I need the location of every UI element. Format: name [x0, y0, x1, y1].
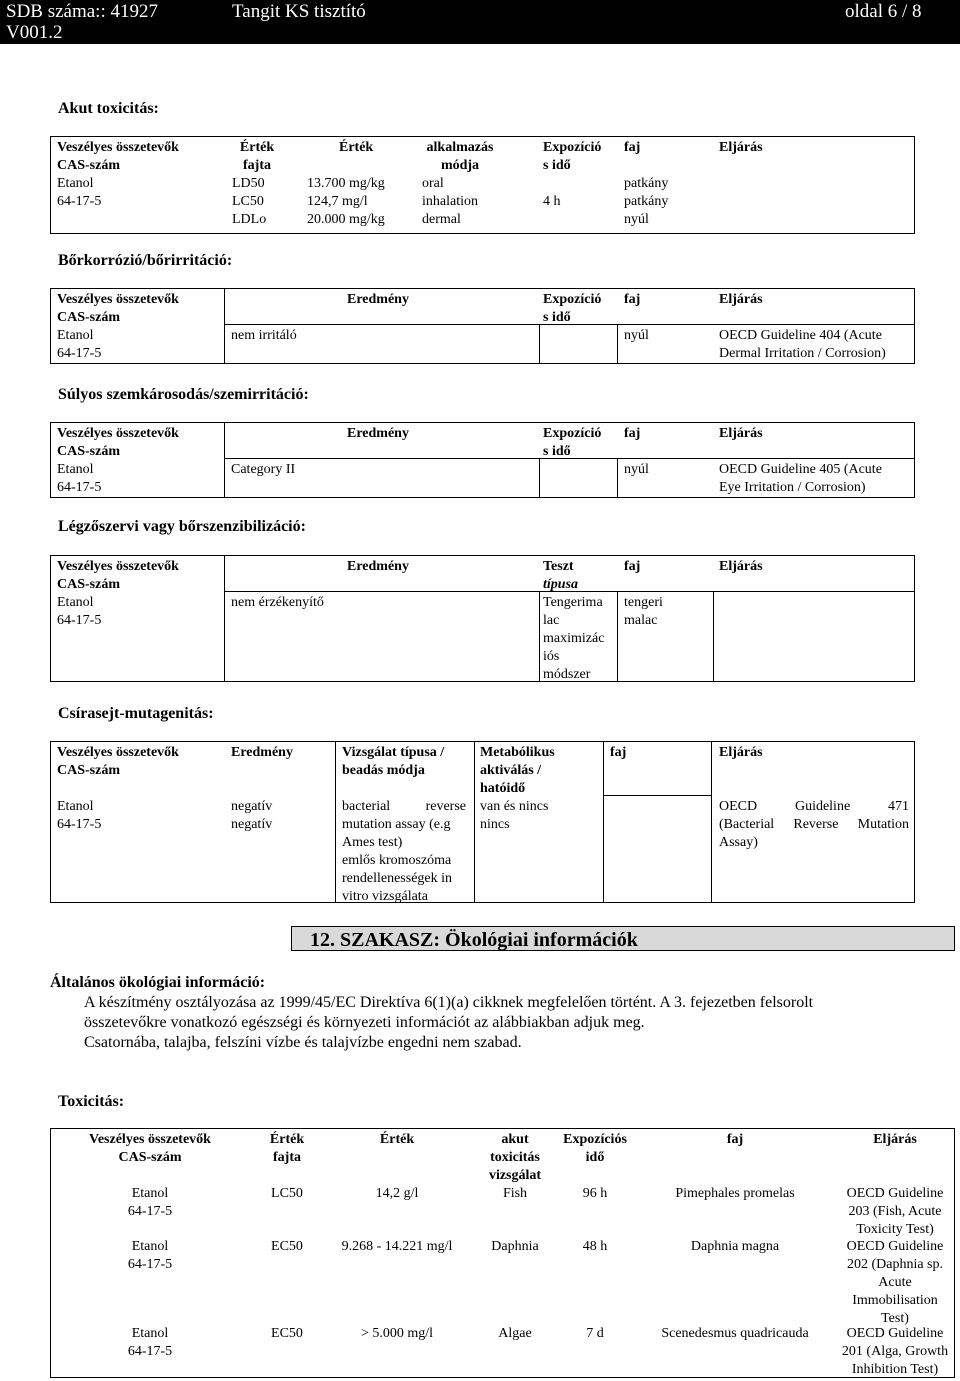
header-test-type: Teszt — [543, 559, 574, 574]
component-name: Etanol — [57, 176, 94, 191]
value-type: LC50 — [232, 194, 264, 209]
header-component: Veszélyes összetevők — [57, 140, 179, 155]
component-name: Etanol — [57, 328, 94, 343]
value: 20.000 mg/kg — [307, 212, 385, 227]
exposure-time: 7 d — [586, 1326, 604, 1341]
test-type: bacterial — [342, 799, 391, 814]
header-method: Eljárás — [719, 292, 763, 307]
header-cas: CAS-szám — [57, 763, 120, 778]
method: OECD Guideline 404 (Acute — [719, 328, 882, 343]
header-value: Érték — [339, 140, 374, 155]
species: Pimephales promelas — [675, 1186, 795, 1201]
header-component: Veszélyes összetevők — [57, 745, 179, 760]
metabolic-activation: van és nincs — [480, 799, 549, 814]
table-row — [55, 1185, 245, 1221]
acute-test: Fish — [502, 1186, 528, 1201]
header-species: faj — [624, 426, 641, 441]
sds-number: SDB száma:: 41927 — [6, 1, 158, 22]
value-type: EC50 — [271, 1239, 303, 1254]
header-method: Eljárás — [719, 745, 763, 760]
cas-number: 64-17-5 — [57, 480, 102, 495]
cas-number: 64-17-5 — [127, 1204, 173, 1219]
header-species: faj — [624, 292, 641, 307]
header-route: alkalmazás — [426, 140, 494, 155]
version: V001.2 — [6, 22, 63, 43]
value-type: EC50 — [271, 1326, 303, 1341]
eye-damage-heading: Súlyos szemkárosodás/szemirritáció: — [58, 386, 309, 403]
header-exposure: Expozíció — [543, 426, 602, 441]
result: Category II — [231, 462, 296, 477]
header-component: Veszélyes összetevők — [57, 559, 179, 574]
header-exposure: Expozíció — [543, 140, 602, 155]
header-result: Eredmény — [347, 559, 409, 574]
metabolic-activation: nincs — [480, 817, 510, 832]
skin-corrosion-heading: Bőrkorrózió/bőrirritáció: — [58, 252, 233, 269]
section-12-banner — [291, 926, 955, 951]
method: OECD Guideline — [846, 1186, 944, 1201]
species: patkány — [624, 194, 669, 209]
header-value-type: Érték — [239, 140, 275, 155]
value: 124,7 mg/l — [307, 194, 368, 209]
header-component: Veszélyes összetevők — [89, 1132, 211, 1147]
header-cas: CAS-szám — [57, 577, 120, 592]
exposure-time: 48 h — [582, 1239, 608, 1254]
sensitization-table — [50, 555, 915, 682]
header-exposure: Expozíciós — [563, 1132, 627, 1147]
header-method: Eljárás — [719, 426, 763, 441]
sensitization-heading: Légzőszervi vagy bőrszenzibilizáció: — [58, 518, 306, 535]
component-name: Etanol — [57, 799, 94, 814]
table-row — [55, 1238, 245, 1274]
header-result: Eredmény — [347, 292, 409, 307]
header-species: faj — [624, 559, 641, 574]
species: nyúl — [624, 212, 649, 227]
species: Daphnia magna — [690, 1239, 780, 1254]
value-type: LDLo — [232, 212, 267, 227]
header-cas: CAS-szám — [57, 310, 120, 325]
component-name: Etanol — [57, 595, 94, 610]
general-eco-text: A készítmény osztályozása az 1999/45/EC Direktíva 6(1)(a) cikknek megfelelően történt. A 3. fejezetben felsorolt — [84, 994, 814, 1011]
value: 14,2 g/l — [375, 1186, 419, 1201]
document-header — [0, 0, 960, 44]
cas-number: 64-17-5 — [57, 346, 102, 361]
component-name: Etanol — [131, 1326, 169, 1341]
result: nem irritáló — [231, 328, 297, 343]
cas-number: 64-17-5 — [57, 613, 102, 628]
header-cas: CAS-szám — [57, 444, 120, 459]
species: nyúl — [624, 328, 649, 343]
method: OECD — [719, 799, 758, 814]
header-species: faj — [624, 140, 641, 155]
germ-cell-heading: Csírasejt-mutagenitás: — [58, 705, 214, 722]
value: 9.268 - 14.221 mg/l — [341, 1239, 453, 1254]
cas-number: 64-17-5 — [57, 194, 102, 209]
species: nyúl — [624, 462, 649, 477]
cas-number: 64-17-5 — [127, 1344, 173, 1359]
species: Scenedesmus quadricauda — [661, 1326, 809, 1341]
header-exposure: Expozíció — [543, 292, 602, 307]
header-acute-test: akut — [501, 1132, 529, 1147]
product-name: Tangit KS tisztító — [232, 1, 366, 22]
header-test-type: Vizsgálat típusa / — [342, 745, 445, 760]
header-component: Veszélyes összetevők — [57, 426, 179, 441]
page-number: oldal 6 / 8 — [845, 1, 922, 22]
acute-test: Algae — [498, 1326, 532, 1341]
method: OECD Guideline 405 (Acute — [719, 462, 882, 477]
acute-test: Daphnia — [491, 1239, 539, 1254]
header-result: Eredmény — [347, 426, 409, 441]
header-species: faj — [726, 1132, 744, 1147]
value: > 5.000 mg/l — [360, 1326, 434, 1341]
component-name: Etanol — [57, 462, 94, 477]
cas-number: 64-17-5 — [127, 1257, 173, 1272]
header-result: Eredmény — [231, 745, 293, 760]
header-cas: CAS-szám — [57, 158, 120, 173]
general-eco-heading: Általános ökológiai információ: — [50, 974, 266, 991]
toxicity-heading: Toxicitás: — [58, 1093, 125, 1110]
species: tengeri — [624, 595, 663, 610]
cas-number: 64-17-5 — [57, 817, 102, 832]
value: 13.700 mg/kg — [307, 176, 385, 191]
result: nem érzékenyítő — [231, 595, 324, 610]
header-method: Eljárás — [719, 559, 763, 574]
result: negatív — [231, 799, 273, 814]
exposure-time: 4 h — [543, 194, 561, 209]
section-12-title: 12. SZAKASZ: Ökológiai információk — [310, 929, 638, 951]
acute-toxicity-heading: Akut toxicitás: — [58, 100, 159, 117]
header-species: faj — [610, 745, 627, 760]
header-cas: CAS-szám — [118, 1150, 182, 1165]
method: OECD Guideline — [846, 1326, 944, 1341]
component-name: Etanol — [131, 1239, 169, 1254]
header-value-type: Érték — [269, 1132, 305, 1147]
route: dermal — [422, 212, 461, 227]
result: negatív — [231, 817, 273, 832]
value-type: LD50 — [232, 176, 265, 191]
value-type: LC50 — [271, 1186, 303, 1201]
table-row — [55, 1325, 245, 1361]
species: patkány — [624, 176, 669, 191]
header-component: Veszélyes összetevők — [57, 292, 179, 307]
route: oral — [422, 176, 444, 191]
exposure-time: 96 h — [582, 1186, 608, 1201]
header-value: Érték — [379, 1132, 415, 1147]
component-name: Etanol — [131, 1186, 169, 1201]
header-metabolic-activation: Metabólikus — [480, 745, 555, 760]
header-method: Eljárás — [873, 1132, 917, 1147]
header-method: Eljárás — [719, 140, 763, 155]
method: OECD Guideline — [846, 1239, 944, 1254]
route: inhalation — [422, 194, 478, 209]
test-type: Tengerima — [543, 595, 603, 610]
